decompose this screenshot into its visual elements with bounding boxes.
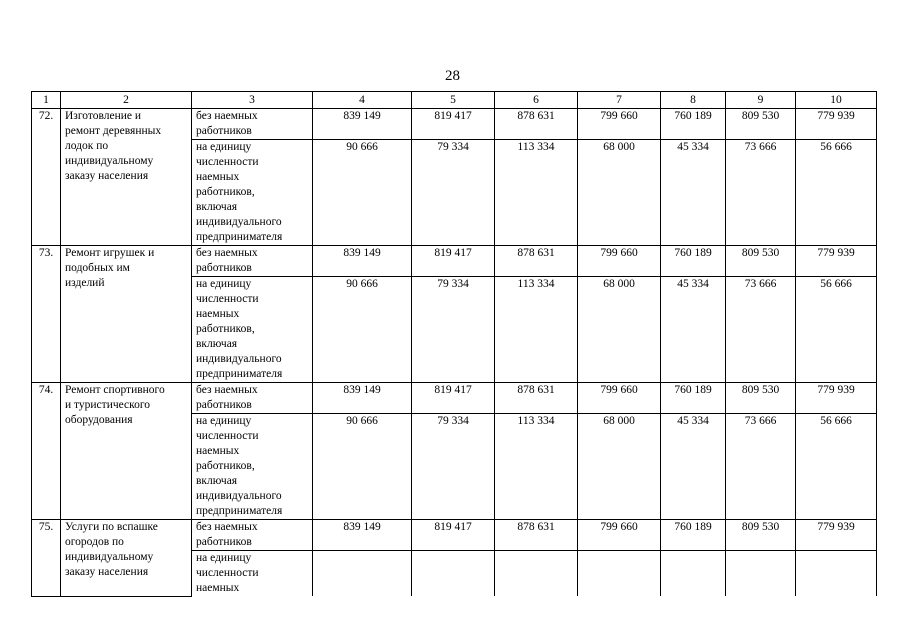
value-cell: 79 334 [412,277,495,383]
value-cell: 878 631 [495,246,578,277]
condition-line: наемных [196,171,240,183]
value-cell: 56 666 [796,277,877,383]
value-cell: 779 939 [796,109,877,140]
value-cell: 113 334 [495,277,578,383]
condition-cell [192,140,313,246]
condition-cell [192,109,313,140]
value-cell: 878 631 [495,383,578,414]
value-cell: 819 417 [412,520,495,551]
value-cell: 819 417 [412,109,495,140]
column-header: 9 [726,92,796,109]
column-header-row [32,92,877,109]
condition-line: численности [196,156,259,168]
column-header: 2 [61,92,192,109]
column-header: 6 [495,92,578,109]
value-cell: 760 189 [661,520,726,551]
condition-line: без наемных [196,384,258,396]
activity-line: Изготовление и [65,110,142,122]
condition-line: на единицу [196,278,252,290]
condition-cell [192,277,313,383]
value-cell [313,551,412,597]
value-cell [661,551,726,597]
value-cell: 839 149 [313,520,412,551]
value-cell: 45 334 [661,140,726,246]
activity-line: лодок по [65,140,109,152]
value-cell: 760 189 [661,109,726,140]
condition-line: работников, [196,186,255,198]
condition-line: включая [196,338,238,350]
value-cell: 799 660 [578,109,661,140]
column-header: 4 [313,92,412,109]
column-header: 10 [796,92,877,109]
condition-cell [192,520,313,551]
column-header: 8 [661,92,726,109]
activity-line: Ремонт спортивного [65,384,165,396]
table-row [32,520,877,551]
value-cell: 68 000 [578,414,661,520]
value-cell [412,551,495,597]
activity-cell [61,520,192,597]
condition-line: численности [196,293,259,305]
condition-line: включая [196,201,238,213]
value-cell: 73 666 [726,414,796,520]
value-cell: 79 334 [412,414,495,520]
table-row [32,383,877,414]
condition-line: работников, [196,323,255,335]
value-cell: 45 334 [661,277,726,383]
row-number: 74. [32,383,61,520]
value-cell: 113 334 [495,414,578,520]
condition-line: наемных [196,445,240,457]
value-cell: 90 666 [313,277,412,383]
table-body [32,92,877,597]
value-cell: 56 666 [796,140,877,246]
value-cell: 73 666 [726,277,796,383]
value-cell [578,551,661,597]
page-number: 28 [445,68,460,84]
value-cell: 45 334 [661,414,726,520]
condition-line: на единицу [196,141,252,153]
condition-line: наемных [196,582,240,594]
condition-line: без наемных [196,521,258,533]
value-cell [796,551,877,597]
condition-line: индивидуального [196,353,282,365]
activity-line: оборудования [65,414,133,426]
activity-line: заказу населения [65,566,149,578]
condition-line: наемных [196,308,240,320]
condition-line: включая [196,475,238,487]
condition-cell [192,383,313,414]
row-number: 72. [32,109,61,246]
row-number: 75. [32,520,61,597]
table-row [32,109,877,140]
condition-line: на единицу [196,552,252,564]
value-cell: 56 666 [796,414,877,520]
condition-line: на единицу [196,415,252,427]
condition-line: предпринимателя [196,231,283,243]
condition-cell [192,551,313,597]
condition-line: работников, [196,460,255,472]
activity-line: ремонт деревянных [65,125,162,137]
value-cell: 760 189 [661,383,726,414]
column-header: 5 [412,92,495,109]
activity-line: Услуги по вспашке [65,521,158,533]
activity-line: изделий [65,277,105,289]
condition-line: индивидуального [196,216,282,228]
activity-line: индивидуальному [65,155,154,167]
value-cell: 839 149 [313,383,412,414]
activity-line: подобных им [65,262,130,274]
value-cell: 839 149 [313,246,412,277]
row-number: 73. [32,246,61,383]
column-header: 7 [578,92,661,109]
activity-cell [61,383,192,520]
activity-line: заказу населения [65,170,149,182]
column-header: 1 [32,92,61,109]
value-cell: 799 660 [578,383,661,414]
value-cell: 68 000 [578,140,661,246]
value-cell: 799 660 [578,520,661,551]
value-cell: 113 334 [495,140,578,246]
value-cell: 809 530 [726,109,796,140]
activity-line: Ремонт игрушек и [65,247,155,259]
value-cell: 779 939 [796,520,877,551]
condition-cell [192,246,313,277]
condition-line: предпринимателя [196,368,283,380]
value-cell: 809 530 [726,383,796,414]
value-cell: 779 939 [796,383,877,414]
value-cell [726,551,796,597]
value-cell: 839 149 [313,109,412,140]
tariff-table [31,91,877,597]
condition-line: работников [196,262,252,274]
value-cell: 779 939 [796,246,877,277]
value-cell: 73 666 [726,140,796,246]
activity-line: и туристического [65,399,151,411]
value-cell: 819 417 [412,383,495,414]
value-cell: 68 000 [578,277,661,383]
column-header: 3 [192,92,313,109]
value-cell: 878 631 [495,520,578,551]
table-row [32,246,877,277]
value-cell: 90 666 [313,414,412,520]
condition-line: численности [196,430,259,442]
activity-line: индивидуальному [65,551,154,563]
condition-line: работников [196,536,252,548]
condition-line: численности [196,567,259,579]
value-cell: 878 631 [495,109,578,140]
activity-cell [61,246,192,383]
value-cell: 819 417 [412,246,495,277]
condition-line: без наемных [196,247,258,259]
condition-line: работников [196,399,252,411]
value-cell: 760 189 [661,246,726,277]
condition-line: работников [196,125,252,137]
condition-cell [192,414,313,520]
activity-line: огородов по [65,536,124,548]
value-cell: 809 530 [726,246,796,277]
condition-line: индивидуального [196,490,282,502]
condition-line: предпринимателя [196,505,283,517]
activity-cell [61,109,192,246]
condition-line: без наемных [196,110,258,122]
value-cell [495,551,578,597]
value-cell: 79 334 [412,140,495,246]
value-cell: 90 666 [313,140,412,246]
value-cell: 799 660 [578,246,661,277]
value-cell: 809 530 [726,520,796,551]
